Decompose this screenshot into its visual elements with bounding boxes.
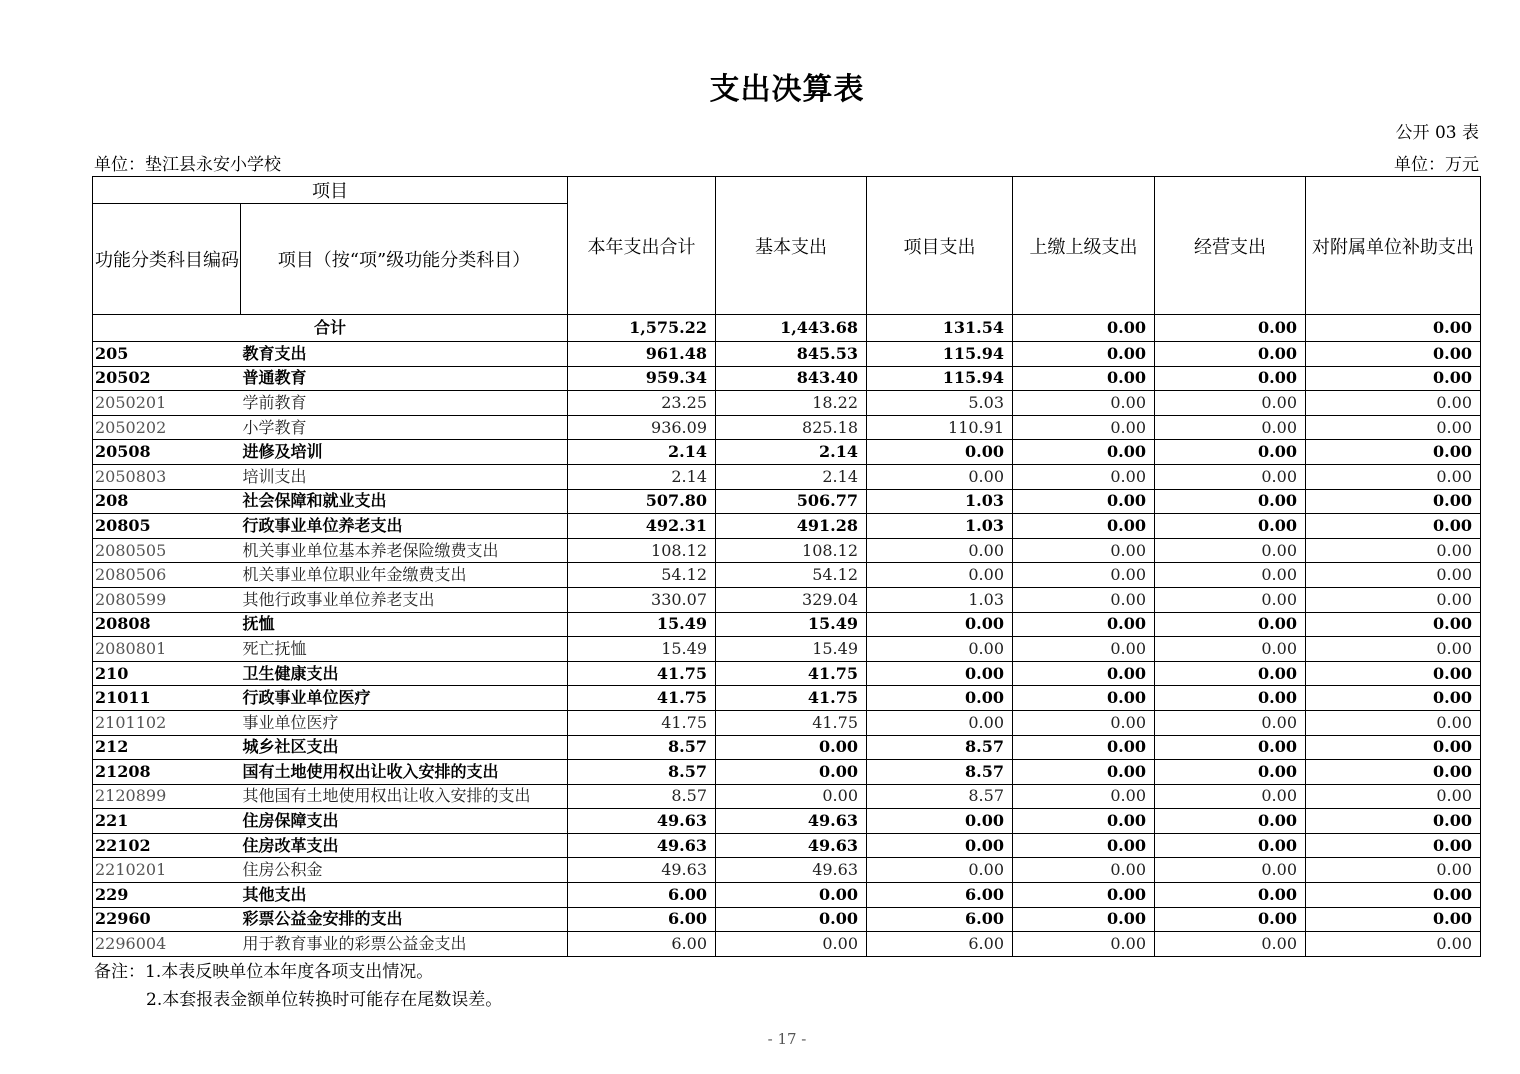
row-value: 108.12: [716, 538, 867, 563]
row-value: 54.12: [568, 563, 716, 588]
row-value: 2.14: [716, 464, 867, 489]
table-row: [93, 538, 1481, 563]
table-row: [93, 366, 1481, 391]
row-name: 事业单位医疗: [241, 710, 568, 735]
row-value: 0.00: [1155, 858, 1306, 883]
row-value: 0.00: [867, 464, 1013, 489]
row-value: 0.00: [1306, 735, 1481, 760]
row-value: 0.00: [1306, 686, 1481, 711]
row-value: 0.00: [1013, 833, 1155, 858]
row-value: 0.00: [1013, 440, 1155, 465]
row-value: 0.00: [716, 932, 867, 957]
row-value: 0.00: [1013, 809, 1155, 834]
table-row: [93, 809, 1481, 834]
row-value: 845.53: [716, 342, 867, 367]
row-value: 506.77: [716, 489, 867, 514]
row-name: 住房公积金: [241, 858, 568, 883]
row-value: 6.00: [867, 907, 1013, 932]
row-value: 1.03: [867, 587, 1013, 612]
table-row: [93, 932, 1481, 957]
table-row: [93, 440, 1481, 465]
row-value: 492.31: [568, 514, 716, 539]
row-value: 0.00: [1306, 760, 1481, 785]
table-row: [93, 883, 1481, 908]
row-value: 0.00: [1013, 637, 1155, 662]
row-value: 15.49: [716, 612, 867, 637]
row-value: 0.00: [1013, 686, 1155, 711]
row-name: 培训支出: [241, 464, 568, 489]
row-value: 0.00: [1155, 661, 1306, 686]
row-value: 0.00: [1013, 489, 1155, 514]
page-title: 支出决算表: [709, 72, 865, 107]
row-value: 0.00: [1013, 612, 1155, 637]
row-value: 6.00: [568, 907, 716, 932]
row-name: 教育支出: [241, 342, 568, 367]
row-name: 机关事业单位基本养老保险缴费支出: [241, 538, 568, 563]
row-value: 0.00: [1013, 391, 1155, 416]
row-value: 0.00: [1306, 415, 1481, 440]
row-value: 110.91: [867, 415, 1013, 440]
row-code: 2080506: [93, 563, 241, 588]
total-value: 1,443.68: [716, 315, 867, 342]
row-value: 0.00: [1306, 661, 1481, 686]
row-value: 0.00: [1155, 391, 1306, 416]
currency-unit: 单位：万元: [1394, 155, 1479, 175]
row-value: 0.00: [716, 883, 867, 908]
row-value: 1.03: [867, 514, 1013, 539]
row-value: 0.00: [867, 440, 1013, 465]
row-value: 0.00: [1013, 563, 1155, 588]
row-value: 959.34: [568, 366, 716, 391]
row-code: 2050201: [93, 391, 241, 416]
row-value: 0.00: [1306, 440, 1481, 465]
row-value: 41.75: [716, 661, 867, 686]
row-value: 0.00: [1155, 637, 1306, 662]
row-value: 0.00: [1155, 440, 1306, 465]
table-row: [93, 907, 1481, 932]
row-code: 2050202: [93, 415, 241, 440]
reporting-unit: 单位：垫江县永安小学校: [94, 155, 281, 175]
row-value: 0.00: [1013, 784, 1155, 809]
row-value: 0.00: [1155, 563, 1306, 588]
row-value: 0.00: [1306, 587, 1481, 612]
row-value: 0.00: [1013, 587, 1155, 612]
row-value: 0.00: [1306, 809, 1481, 834]
row-value: 0.00: [1306, 907, 1481, 932]
row-value: 0.00: [1306, 858, 1481, 883]
row-value: 0.00: [1306, 464, 1481, 489]
row-name: 卫生健康支出: [241, 661, 568, 686]
row-value: 0.00: [867, 661, 1013, 686]
row-value: 0.00: [1013, 760, 1155, 785]
row-value: 8.57: [867, 784, 1013, 809]
row-name: 进修及培训: [241, 440, 568, 465]
row-value: 0.00: [867, 563, 1013, 588]
header-subsidy: 对附属单位补助支出: [1306, 177, 1481, 315]
row-value: 54.12: [716, 563, 867, 588]
row-value: 49.63: [716, 833, 867, 858]
row-value: 8.57: [568, 760, 716, 785]
row-value: 0.00: [1155, 612, 1306, 637]
row-value: 0.00: [1306, 538, 1481, 563]
row-name: 用于教育事业的彩票公益金支出: [241, 932, 568, 957]
row-code: 221: [93, 809, 241, 834]
table-row: [93, 760, 1481, 785]
row-value: 0.00: [716, 907, 867, 932]
row-name: 社会保障和就业支出: [241, 489, 568, 514]
row-value: 0.00: [1155, 710, 1306, 735]
row-value: 6.00: [867, 932, 1013, 957]
row-code: 21011: [93, 686, 241, 711]
row-value: 41.75: [568, 661, 716, 686]
row-value: 0.00: [1155, 833, 1306, 858]
row-value: 0.00: [1155, 415, 1306, 440]
row-value: 2.14: [716, 440, 867, 465]
header-basic: 基本支出: [716, 177, 867, 315]
row-value: 0.00: [1306, 391, 1481, 416]
row-value: 0.00: [867, 612, 1013, 637]
total-value: 0.00: [1155, 315, 1306, 342]
row-value: 0.00: [1306, 833, 1481, 858]
row-value: 0.00: [1013, 366, 1155, 391]
row-code: 20805: [93, 514, 241, 539]
row-value: 0.00: [1306, 883, 1481, 908]
note-line-1: 备注：1.本表反映单位本年度各项支出情况。: [94, 962, 434, 982]
row-value: 507.80: [568, 489, 716, 514]
header-project: 项目支出: [867, 177, 1013, 315]
row-value: 41.75: [568, 686, 716, 711]
row-value: 0.00: [1013, 464, 1155, 489]
row-name: 行政事业单位医疗: [241, 686, 568, 711]
row-value: 8.57: [867, 760, 1013, 785]
row-value: 2.14: [568, 464, 716, 489]
row-value: 0.00: [1013, 932, 1155, 957]
row-name: 死亡抚恤: [241, 637, 568, 662]
row-value: 329.04: [716, 587, 867, 612]
row-value: 108.12: [568, 538, 716, 563]
row-value: 0.00: [1155, 587, 1306, 612]
row-value: 0.00: [1013, 661, 1155, 686]
row-name: 小学教育: [241, 415, 568, 440]
table-row: [93, 637, 1481, 662]
header-superior: 上缴上级支出: [1013, 177, 1155, 315]
row-name: 城乡社区支出: [241, 735, 568, 760]
row-value: 491.28: [716, 514, 867, 539]
row-value: 0.00: [1155, 538, 1306, 563]
row-code: 2296004: [93, 932, 241, 957]
total-value: 1,575.22: [568, 315, 716, 342]
row-name: 普通教育: [241, 366, 568, 391]
row-code: 2080801: [93, 637, 241, 662]
table-row: [93, 391, 1481, 416]
row-value: 0.00: [867, 858, 1013, 883]
row-value: 0.00: [1155, 735, 1306, 760]
row-value: 0.00: [1013, 735, 1155, 760]
row-value: 23.25: [568, 391, 716, 416]
row-value: 0.00: [867, 710, 1013, 735]
form-number: 公开 03 表: [1395, 123, 1479, 143]
row-name: 彩票公益金安排的支出: [241, 907, 568, 932]
row-value: 49.63: [568, 858, 716, 883]
header-total: 本年支出合计: [568, 177, 716, 315]
row-value: 6.00: [867, 883, 1013, 908]
row-code: 22102: [93, 833, 241, 858]
row-value: 41.75: [716, 710, 867, 735]
header-name: 项目（按“项”级功能分类科目）: [241, 204, 568, 315]
row-value: 0.00: [1155, 883, 1306, 908]
row-value: 41.75: [568, 710, 716, 735]
total-value: 0.00: [1306, 315, 1481, 342]
row-value: 843.40: [716, 366, 867, 391]
total-row: [93, 315, 1481, 342]
header-item: 项目: [93, 177, 568, 204]
note-line-2: 2.本套报表金额单位转换时可能存在尾数误差。: [146, 990, 503, 1010]
row-value: 0.00: [1155, 464, 1306, 489]
row-value: 8.57: [568, 784, 716, 809]
table-row: [93, 514, 1481, 539]
row-value: 0.00: [1155, 514, 1306, 539]
table-row: [93, 464, 1481, 489]
row-code: 20508: [93, 440, 241, 465]
row-value: 6.00: [568, 883, 716, 908]
row-name: 学前教育: [241, 391, 568, 416]
row-code: 210: [93, 661, 241, 686]
row-value: 0.00: [1306, 514, 1481, 539]
row-value: 6.00: [568, 932, 716, 957]
row-name: 国有土地使用权出让收入安排的支出: [241, 760, 568, 785]
row-code: 205: [93, 342, 241, 367]
row-code: 2080599: [93, 587, 241, 612]
table-row: [93, 858, 1481, 883]
row-value: 0.00: [716, 784, 867, 809]
row-value: 41.75: [716, 686, 867, 711]
row-value: 0.00: [867, 637, 1013, 662]
table-row: [93, 612, 1481, 637]
row-value: 15.49: [716, 637, 867, 662]
row-value: 0.00: [1306, 489, 1481, 514]
row-name: 其他国有土地使用权出让收入安排的支出: [241, 784, 568, 809]
header-code: 功能分类科目编码: [93, 204, 241, 315]
notes: [94, 958, 502, 1014]
row-value: 8.57: [867, 735, 1013, 760]
row-code: 2210201: [93, 858, 241, 883]
row-code: 2120899: [93, 784, 241, 809]
row-value: 0.00: [867, 833, 1013, 858]
row-value: 936.09: [568, 415, 716, 440]
table-row: [93, 489, 1481, 514]
row-value: 0.00: [1155, 809, 1306, 834]
row-code: 229: [93, 883, 241, 908]
row-value: 0.00: [1013, 858, 1155, 883]
header-business: 经营支出: [1155, 177, 1306, 315]
total-value: 131.54: [867, 315, 1013, 342]
row-value: 0.00: [1306, 932, 1481, 957]
row-code: 2101102: [93, 710, 241, 735]
row-value: 0.00: [1306, 710, 1481, 735]
row-value: 2.14: [568, 440, 716, 465]
row-code: 212: [93, 735, 241, 760]
row-value: 0.00: [1013, 710, 1155, 735]
row-value: 1.03: [867, 489, 1013, 514]
row-value: 825.18: [716, 415, 867, 440]
row-code: 2050803: [93, 464, 241, 489]
row-code: 2080505: [93, 538, 241, 563]
row-value: 0.00: [1013, 907, 1155, 932]
row-value: 5.03: [867, 391, 1013, 416]
row-value: 0.00: [1013, 538, 1155, 563]
row-value: 0.00: [1306, 342, 1481, 367]
row-value: 0.00: [1013, 415, 1155, 440]
row-value: 18.22: [716, 391, 867, 416]
table-row: [93, 587, 1481, 612]
total-value: 0.00: [1013, 315, 1155, 342]
page-number: - 17 -: [767, 1030, 807, 1048]
row-name: 住房保障支出: [241, 809, 568, 834]
row-value: 115.94: [867, 342, 1013, 367]
row-value: 0.00: [1155, 784, 1306, 809]
row-value: 0.00: [716, 760, 867, 785]
row-name: 其他支出: [241, 883, 568, 908]
row-code: 22960: [93, 907, 241, 932]
row-value: 330.07: [568, 587, 716, 612]
row-value: 0.00: [1155, 342, 1306, 367]
table-row: [93, 686, 1481, 711]
row-code: 21208: [93, 760, 241, 785]
row-code: 208: [93, 489, 241, 514]
row-value: 0.00: [716, 735, 867, 760]
row-value: 49.63: [716, 858, 867, 883]
table-row: [93, 735, 1481, 760]
row-value: 0.00: [1155, 760, 1306, 785]
row-name: 住房改革支出: [241, 833, 568, 858]
table-row: [93, 563, 1481, 588]
row-value: 0.00: [1013, 514, 1155, 539]
table-row: [93, 833, 1481, 858]
row-value: 0.00: [1306, 612, 1481, 637]
row-value: 49.63: [568, 833, 716, 858]
row-value: 0.00: [1155, 932, 1306, 957]
row-value: 0.00: [1306, 563, 1481, 588]
row-name: 行政事业单位养老支出: [241, 514, 568, 539]
table-row: [93, 415, 1481, 440]
row-value: 0.00: [867, 538, 1013, 563]
row-name: 其他行政事业单位养老支出: [241, 587, 568, 612]
row-value: 0.00: [1306, 784, 1481, 809]
table-row: [93, 342, 1481, 367]
row-code: 20808: [93, 612, 241, 637]
row-value: 961.48: [568, 342, 716, 367]
row-name: 机关事业单位职业年金缴费支出: [241, 563, 568, 588]
row-value: 0.00: [1013, 883, 1155, 908]
table-row: [93, 661, 1481, 686]
row-code: 20502: [93, 366, 241, 391]
expenditure-table: [92, 176, 1481, 957]
total-label: 合计: [93, 315, 568, 342]
row-value: 0.00: [1155, 366, 1306, 391]
row-value: 0.00: [867, 686, 1013, 711]
row-value: 0.00: [1306, 366, 1481, 391]
row-value: 0.00: [1155, 907, 1306, 932]
table-row: [93, 710, 1481, 735]
row-value: 0.00: [1306, 637, 1481, 662]
row-value: 15.49: [568, 612, 716, 637]
row-value: 0.00: [1155, 686, 1306, 711]
row-value: 8.57: [568, 735, 716, 760]
row-value: 15.49: [568, 637, 716, 662]
row-name: 抚恤: [241, 612, 568, 637]
row-value: 115.94: [867, 366, 1013, 391]
row-value: 49.63: [716, 809, 867, 834]
row-value: 0.00: [867, 809, 1013, 834]
row-value: 49.63: [568, 809, 716, 834]
row-value: 0.00: [1013, 342, 1155, 367]
table-row: [93, 784, 1481, 809]
row-value: 0.00: [1155, 489, 1306, 514]
